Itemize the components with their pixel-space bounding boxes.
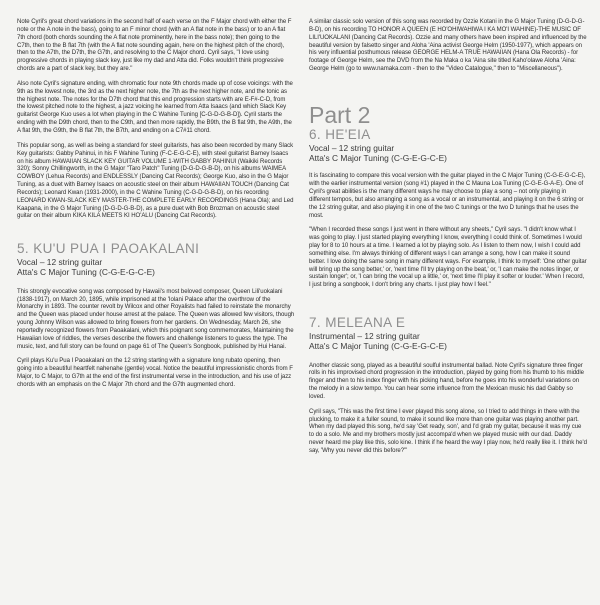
section-5-subtitle-1: Vocal – 12 string guitar — [17, 257, 103, 268]
left-paragraph-2: Also note Cyril's signature ending, with chromatic four note 9th chords made up of cose voicings: with the 9th as the lowest note, the 3rd as the next higher note, the 7th as the next higher note, and the tonic as the highest note. The notes for the D7th chord that this end progression starts with are E-F#-C-D, from the lowest pitched note to the highest, a jazz voicing he learned from Atta Isaacs (and which Slack Key guitarist George Kuo uses a lot when playing in the C Wahine Tuning [C-G-D-G-B-D]). Cyril starts the ending with the D9th chord, then to the C9th, and then more rapidly, the B9th, the B flat 9th, the A9th, the A flat 9th, the G9th, the B flat 7th, the B7th, and ending on a C7#11 chord. — [17, 80, 293, 134]
section-6-title: 6. HE'EIA — [309, 126, 371, 142]
right-paragraph-4: Another classic song, played as a beautiful soulful instrumental ballad. Note Cyril's signature three finger rolls in his improvised chord progression in the introduction, played by going from his thumb to his middle finger and then to his index finger with his picking hand, before he goes into his wonderful variations on the melody in a slow tempo. You can hear some influence from the Mexican music his dad Gabby so loved. — [309, 362, 584, 400]
section-5-header — [17, 241, 295, 277]
left-paragraph-3: This popular song, as well as being a standard for steel guitarists, has also been recorded by many Slack Key guitarists: Gabby Pahinui, in his F Wahine Tuning (F-C-E-G-C-E), with steel guitarist Barney Isaacs on his album HAWAIIAN SLACK KEY GUITAR VOLUME 1-WITH GABBY PAHINUI (Waikiki Records 320); Sonny Chillingworth, in the G Major "Taro Patch" Tuning (D-G-D-G-B-D), on his albums WAIMEA COWBOY (Lehua Records) and ENDLESSLY (Dancing Cat Records); George Kuo, also in the G Major Tuning, as a duet with Barney Isaacs on acoustic steel on their album HAWAIIAN TOUCH (Dancing Cat Records); Leonard Kwan (1931-2000), in the C Wahine Tuning (C-G-D-G-B-D), on his recording LEONARD KWAN-SLACK KEY MASTER-THE COMPLETE EARLY RECORDINGS (Hana Ola); and Led Kaapana, in the G Major Tuning (D-G-D-G-B-D), as a pure duet with Bob Brozman on acoustic steel guitar on their album KIKA KILA MEETS KI HO'ALU (Dancing Cat Records). — [17, 142, 294, 220]
section-7-title: 7. MELEANA E — [309, 315, 406, 331]
section-5-title: 5. KU'U PUA I PAOAKALANI — [17, 241, 200, 257]
section-6-subtitle-1: Vocal – 12 string guitar — [309, 142, 395, 153]
section-7-subtitle-1: Instrumental – 12 string guitar — [309, 331, 420, 342]
section-6-subtitle-2: Atta's C Major Tuning (C-G-E-G-C-E) — [309, 153, 447, 164]
part-title: Part 2 — [309, 101, 371, 128]
right-paragraph-2: It is fascinating to compare this vocal version with the guitar played in the C Major Tuning (C-G-E-G-C-E), with the earlier instrumental version (song #1) played in the C Mauna Loa Tuning (C-G-E-G-A-E). One of Cyril's great abilities is the many different ways he may choose to play a song – not only playing in different tempos, but also arranging a song as a vocal or an instrumental, and playing it on the 6 string or the 12 string guitar, and also playing it in one of the two C tunings or the two D tunings that he uses the most. — [309, 173, 586, 219]
right-column — [309, 0, 587, 456]
section-7-header — [309, 315, 587, 351]
section-5-subtitle-2: Atta's C Major Tuning (C-G-E-G-C-E) — [17, 267, 155, 278]
left-paragraph-1: Note Cyril's great chord variations in the second half of each verse on the F Major chord with either the F note or the A note in the bass), going to an F minor chord (with an A flat note in the bass) or to an A flat 7th chord (both chords sounding the A flat note prominently, here in the bass note); then going to the C7th, then to the B flat 7th (with the A flat note sounding again, here on the highest pitch of the chord), then to the A7th, the D7th, the G7th, and resolving to the C Major chord. Cyril says, "I love using progressive chords in playing slack key, just like my dad and Atta did. Folks wouldn't think progressive chords are a part of slack key, but they are." — [17, 19, 292, 73]
left-column — [17, 0, 295, 390]
part-2-header — [309, 103, 587, 163]
section-7-subtitle-2: Atta's C Major Tuning (C-G-E-G-C-E) — [309, 341, 447, 352]
right-paragraph-3: "When I recorded these songs I just went in there without any sheets," Cyril says. "I didn't know what I was going to play. I just started playing everything I know, everything I could think of. Sometimes I would play for 8 to 10 hours at a time. I learned a lot by playing solo. As I listen to them now, I wish I could add something else. I'm always thinking of different ways I can arrange a song, how I can make it sound better. I love doing the same song in many different ways. For example, I think to myself: 'One other guitar will bring up the song better,' or, 'next time I'll try playing on the beat,' or, 'I can make the notes linger, or sustain longer'; or, 'I can bring the vocal up a little,' or, 'next time I'll play it softer or louder.' When I record, I just bring a songbook, I don't bring any charts. I just play how I feel." — [309, 227, 587, 289]
right-paragraph-5: Cyril says, "This was the first time I ever played this song alone, so I tried to add things in there with the plucking, to make it a fuller sound, to make it sound like more than one guitar was playing another part. When my dad played this song, he'd say 'Get ready, son', and I'd grab my guitar, because it was my cue to do a solo. Me and my brothers mostly just accompa'd when we played music with our dad. Daddy never heard me play like this, solo kine. I think if he heard the way I play now, he'd really like it. I think he'd say, 'Why you never did this before?'" — [309, 408, 587, 454]
left-paragraph-4: This strongly evocative song was composed by Hawaii's most beloved composer, Queen Lili'uokalani (1838-1917), on March 20, 1895, while imprisoned at the 'Iolani Palace after the overthrow of the Monarchy in 1893. The counter revolt by Wilcox and other Royalists had failed to reinstate the monarchy and the Queen was placed under house arrest at the palace. The Queen was allowed few visitors, though young Johnny Wilson was allowed to bring flowers from her gardens. On Wednesday, March 26, she reportedly recognized flowers from Paoakalani, which this poignant song commemorates, Maintaining the Hawaiian love of riddles, the verses describe the flowers and challenge listeners to guess the type. The music, text, and full story can be found on page 61 of The Queen's Songbook, published by Hui Hanai. — [17, 288, 295, 350]
right-paragraph-1: A similar classic solo version of this song was recorded by Ozzie Kotani in the G Major Tuning (D-G-D-G-B-D), on his recording TO HONOR A QUEEN (E HO'OHIWAHIWA I KA MO'I WAHINE)-THE MUSIC OF LILI'UOKALANI (Dancing Cat Records). Ozzie and many others have been inspired and influenced by the beautiful version by falsetto singer and Aloha 'Aina activist George Helm (1950-1977), which appears on his very influential posthumous release GEORGE HELM-A TRUE HAWAIIAN (Hana Ola Records) - for footage of George Helm, see the DVD from the Na Maka o ka 'Aina site titled Kaho'olawe Aloha 'Aina: George Helm (go to www.namaka.com - then to the "Video Catalogue," then to "Miscellaneous"). — [309, 19, 587, 73]
left-paragraph-5: Cyril plays Ku'u Pua I Paoakalani on the 12 string starting with a signature long rubato opening, then going into a beautiful heartfelt nahenahe (gentle) vocal. Notice the beautiful impressionistic chords from F Major, to C Major, to G7th at the end of the first instrumental verse in the introduction, and his use of jazz chords with an emphasis on the C Major 7th chord and the G7th augmented chord. — [17, 358, 293, 388]
